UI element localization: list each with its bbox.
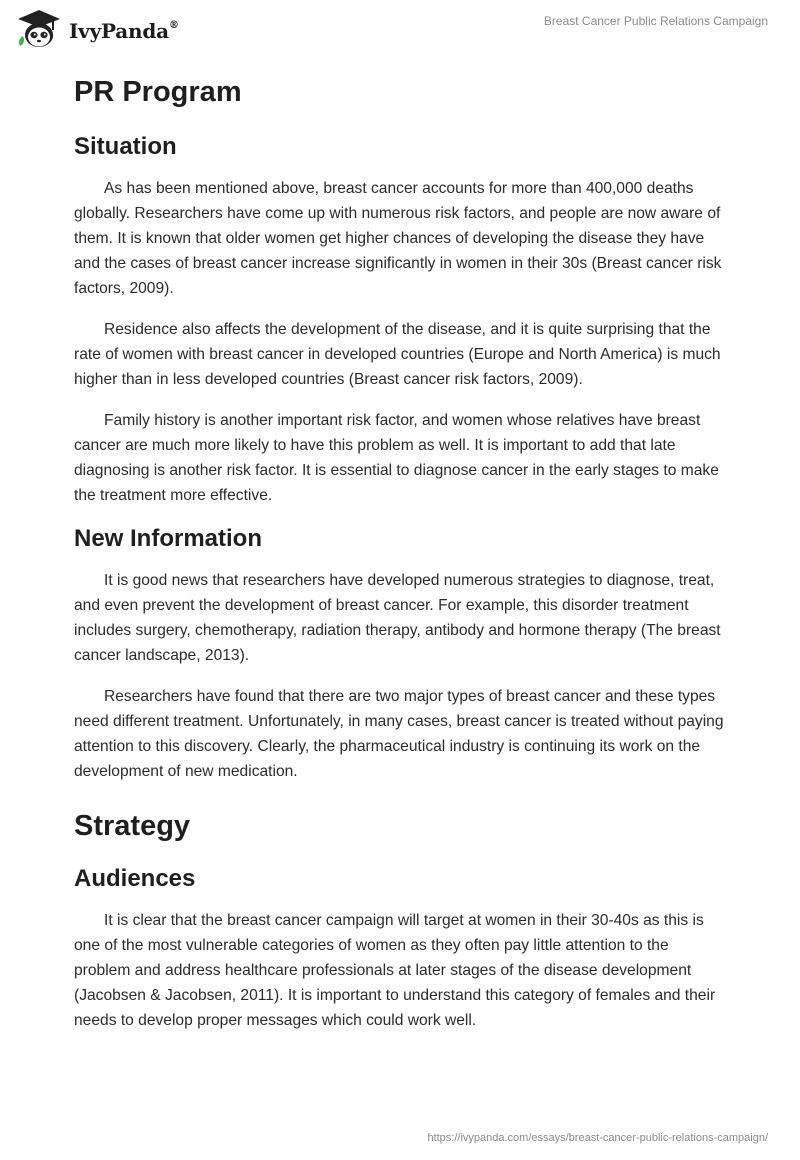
paragraph: Researchers have found that there are two major types of breast cancer and these types need different treatment. Unfortunately, in many cases, breast cancer is treated without paying attention to this discovery. Clearly, the pharmaceutical industry is continuing its work on the development of new medication. bbox=[74, 688, 724, 780]
ivypanda-logo[interactable] bbox=[14, 8, 179, 50]
paragraph: Family history is another important risk factor, and women whose relatives have breast cancer are much more likely to have this problem as well. It is important to add that late diagnosing is another risk factor. It is essential to diagnose cancer in the early stages to make the treatment more effective. bbox=[74, 412, 719, 504]
brand-name: IvyPanda® bbox=[69, 19, 179, 43]
paragraph: Residence also affects the development of the disease, and it is quite surprising that the rate of women with breast cancer in developed countries (Europe and North America) is much higher than in less developed countries (Breast cancer risk factors, 2009). bbox=[74, 321, 721, 388]
document-title: Breast Cancer Public Relations Campaign bbox=[543, 14, 768, 28]
heading-audiences: Audiences bbox=[74, 865, 196, 892]
heading-situation: Situation bbox=[74, 133, 177, 160]
panda-graduate-icon bbox=[14, 8, 64, 50]
page-header bbox=[0, 0, 800, 60]
paragraph: It is clear that the breast cancer campaign will target at women in their 30-40s as this is one of the most vulnerable categories of women as they often pay little attention to the problem and address healthcare professionals at later stages of the disease development (Jacobsen & Jacobsen, 2011). It is important to understand this category of females and their needs to develop proper messages which could work well. bbox=[74, 912, 716, 1029]
heading-new-information: New Information bbox=[74, 525, 263, 552]
heading-pr-program: PR Program bbox=[74, 76, 242, 108]
heading-strategy: Strategy bbox=[74, 810, 191, 842]
paragraph: As has been mentioned above, breast cancer accounts for more than 400,000 deaths globally. Researchers have come up with numerous risk factors, and people are now aware of them. It is known that older women get higher chances of developing the disease they have and the cases of breast cancer increase significantly in women in their 30s (Breast cancer risk factors, 2009). bbox=[74, 180, 722, 297]
source-url[interactable]: https://ivypanda.com/essays/breast-cancer-public-relations-campaign/ bbox=[427, 1132, 768, 1144]
paragraph: It is good news that researchers have developed numerous strategies to diagnose, treat, and even prevent the development of breast cancer. For example, this disorder treatment includes surgery, chemotherapy, radiation therapy, antibody and hormone therapy (The breast cancer landscape, 2013). bbox=[74, 572, 721, 664]
article-body bbox=[74, 72, 724, 1033]
